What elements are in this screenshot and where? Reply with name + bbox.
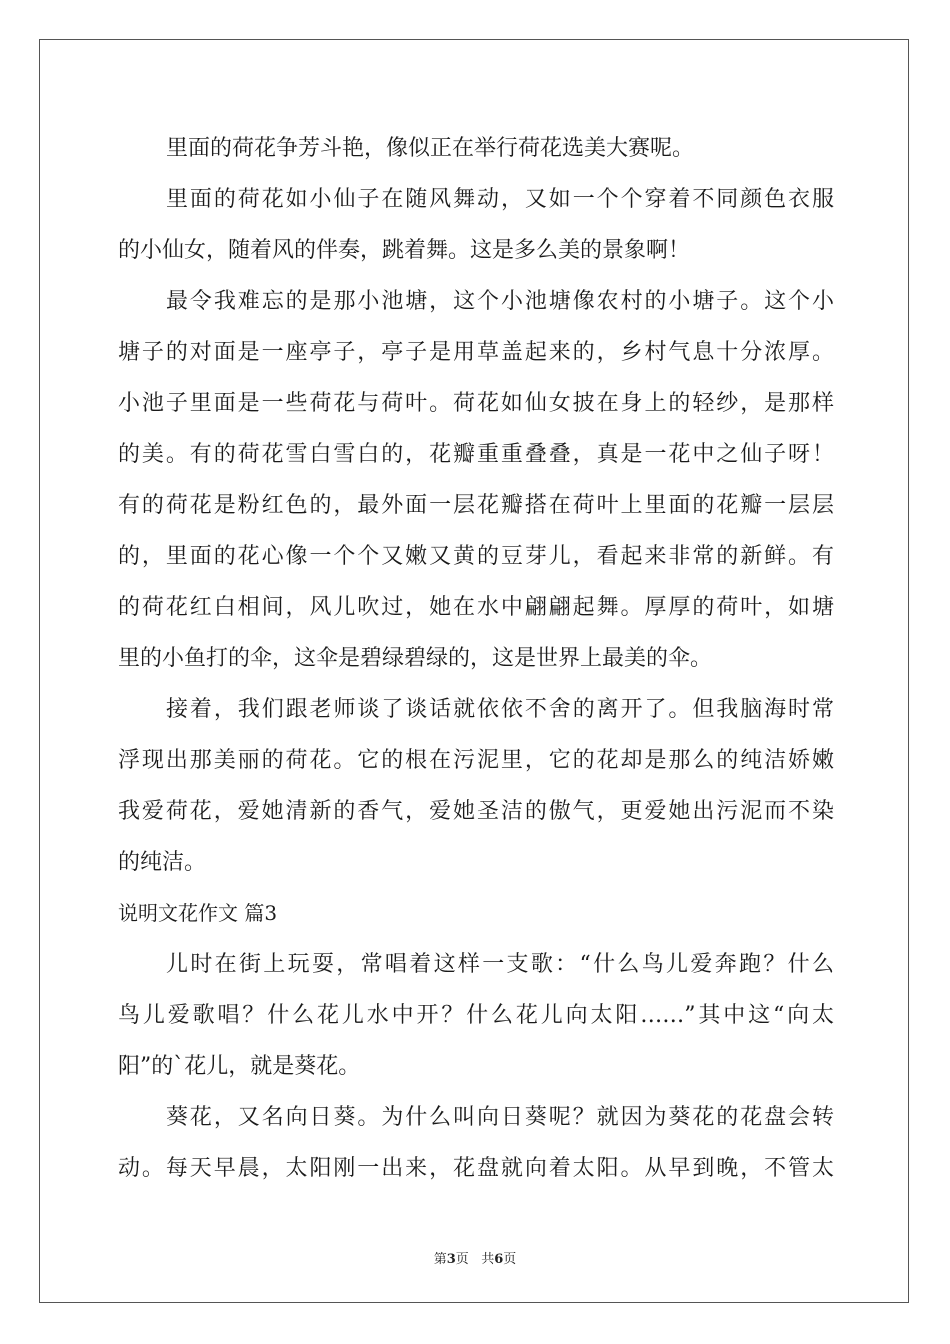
text-line: 浮现出那美丽的荷花。它的根在污泥里，它的花却是那么的纯洁娇嫩 xyxy=(118,748,834,773)
section-heading: 说明文花作文 篇3 xyxy=(118,901,278,925)
current-page-number: 3 xyxy=(446,1252,456,1267)
footer-prefix: 第 xyxy=(433,1252,447,1267)
footer-page-suffix: 页 xyxy=(455,1252,469,1267)
text-line: 的，里面的花心像一个个又嫩又黄的豆芽儿，看起来非常的新鲜。有 xyxy=(118,544,834,569)
document-body xyxy=(118,128,834,1199)
footer-total-suffix: 页 xyxy=(503,1252,517,1267)
text-line: 我爱荷花，爱她清新的香气，爱她圣洁的傲气，更爱她出污泥而不染 xyxy=(118,799,834,824)
text-line: 的小仙女，随着风的伴奏，跳着舞。这是多么美的景象啊！ xyxy=(118,238,691,263)
text-line: 的美。有的荷花雪白雪白的，花瓣重重叠叠，真是一花中之仙子呀！ xyxy=(118,442,834,467)
text-line: 鸟儿爱歌唱？什么花儿水中开？什么花儿向太阳……”其中这“向太 xyxy=(118,1003,834,1028)
text-line: 里面的荷花争芳斗艳，像似正在举行荷花选美大赛呢。 xyxy=(166,136,695,161)
text-line: 里的小鱼打的伞，这伞是碧绿碧绿的，这是世界上最美的伞。 xyxy=(118,646,713,671)
text-line: 接着，我们跟老师谈了谈话就依依不舍的离开了。但我脑海时常 xyxy=(166,697,834,722)
text-line: 动。每天早晨，太阳刚一出来，花盘就向着太阳。从早到晚，不管太 xyxy=(118,1156,834,1181)
text-line: 的纯洁。 xyxy=(118,850,207,875)
footer-total-prefix: 共 xyxy=(481,1252,495,1267)
text-line: 的荷花红白相间，风儿吹过，她在水中翩翩起舞。厚厚的荷叶，如塘 xyxy=(118,595,834,620)
text-line: 有的荷花是粉红色的，最外面一层花瓣搭在荷叶上里面的花瓣一层层 xyxy=(118,493,834,518)
total-page-count: 6 xyxy=(494,1252,504,1267)
text-line: 里面的荷花如小仙子在随风舞动，又如一个个穿着不同颜色衣服 xyxy=(166,187,834,212)
text-line: 儿时在街上玩耍，常唱着这样一支歌：“什么鸟儿爱奔跑？什么 xyxy=(166,952,834,977)
text-line: 塘子的对面是一座亭子，亭子是用草盖起来的，乡村气息十分浓厚。 xyxy=(118,340,834,365)
text-line: 最令我难忘的是那小池塘，这个小池塘像农村的小塘子。这个小 xyxy=(166,289,834,314)
page-footer xyxy=(0,1248,950,1267)
text-line: 葵花，又名向日葵。为什么叫向日葵呢？就因为葵花的花盘会转 xyxy=(166,1105,834,1130)
text-line: 阳”的`花儿，就是葵花。 xyxy=(118,1054,361,1079)
text-line: 小池子里面是一些荷花与荷叶。荷花如仙女披在身上的轻纱，是那样 xyxy=(118,391,834,416)
